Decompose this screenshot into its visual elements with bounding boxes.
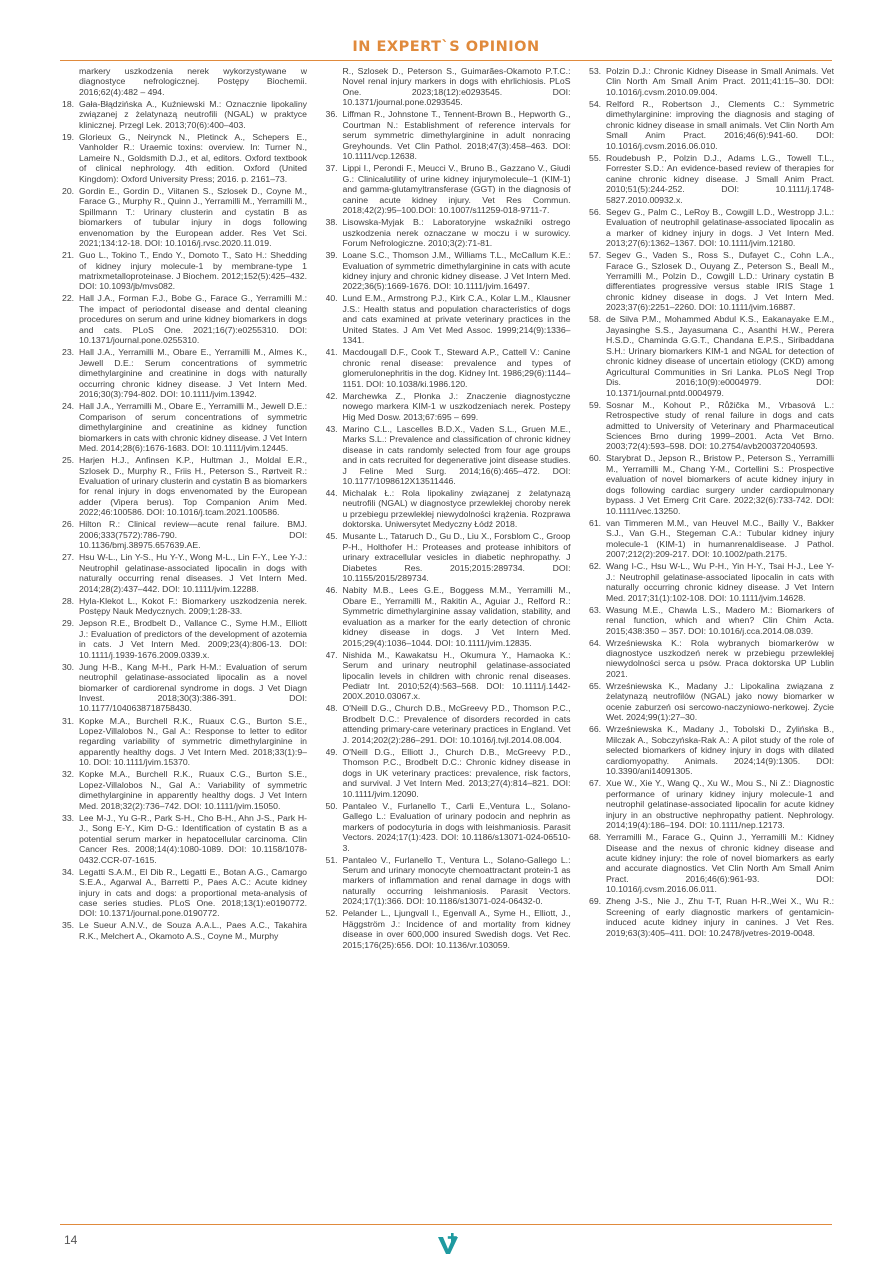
reference-number: 18. [62,98,75,109]
reference-number: 45. [325,531,338,542]
reference-item [589,400,834,452]
reference-text: Lee M-J., Yu G-R., Park S-H., Cho B-H., Ahn J-S., Park H-J., Song E-Y., Kim D-G.: Identification of cystatin B as a potential serum marker in hepatocellular carcinoma. Clin Cancer Res. 2008;14(4):1080-1089. DOI: 10.1158/1078-0432.CCR-07-1615. [79,812,307,865]
reference-text: Jung H-B., Kang M-H., Park H-M.: Evaluation of serum neutrophil gelatinase-associated lipocalin as a novel biomarker of cardiorenal syndrome in dogs. J Vet Diagn Invest. 2018;30(3):386-391. DOI: 10.1177/1040638718758430. [79,661,307,714]
reference-text: Kopke M.A., Burchell R.K., Ruaux C.G., Burton S.E., Lopez-Villalobos N., Gal A.: Response to letter to editor regarding variability of symmetric dimethylarginine in apparently healthy dogs. J Vet Intern Med. 2018;33(1):9–10. DOI: 10.1111/jvim.15370. [79,715,307,768]
section-title: IN EXPERT`S OPINION [352,39,540,55]
reference-item [326,747,571,799]
reference-item [589,605,834,636]
reference-item [326,801,571,853]
reference-text: Wasung M.E., Chawla L.S., Madero M.: Biomarkers of renal function, which and when? Clin Chim Acta. 2015;438:350 – 357. DOI: 10.1016/j.cca.2014.08.039. [606,604,834,636]
reference-item [326,163,571,215]
reference-number: 38. [325,217,338,228]
reference-text: Loane S.C., Thomson J.M., Williams T.L., McCallum K.E.: Evaluation of symmetric dimethylarginine in cats with acute kidney injury and chronic kidney disease. J Vet Intern Med. 2022;36(5):1669-1676. DOI: 10.1111/jvim.16497. [342,250,571,292]
reference-number: 63. [589,604,602,615]
reference-number: 66. [589,724,602,735]
reference-text: de Silva P.M., Mohammed Abdul K.S., Eakanayake E.M., Jayasinghe S.S., Jayasumana C., Asanthi H.W., Perera H.S.D., Chaminda G.G.T., Chandana E.P.S., Siribaddana S.H.: Urinary biomarkers KIM-1 and NGAL for detection of chronic kidney disease of uncertain etiology (CKD) among Agricultural Communities in Sri Lanka. PLoS Negl Trop Dis. 2016;10(9):e0004979. DOI: 10.1371/journal.pntd.0004979. [606,314,834,398]
reference-number: 27. [62,552,75,563]
reference-number: 52. [325,908,338,919]
reference-text: Marchewka Z., Płonka J.: Znaczenie diagnostyczne nowego markera KIM-1 w uszkodzeniach nerek. Postepy Hig Med Dosw. 2013;67:695 – 699. [342,390,571,422]
reference-text: Pantaleo V., Furlanello T., Carli E.,Ventura L., Solano-Gallego L.: Evaluation of urinary podocin and nephrin as markers of podocyturia in dogs with leishmaniosis. Parasit Vectors. 2024;17(1):423. DOI: 10.1186/s13071-024-06510-3. [342,800,571,853]
reference-item [62,716,307,768]
reference-item [326,531,571,583]
reference-text: Relford R., Robertson J., Clements C.: Symmetric dimethylarginine: improving the diagnosis and staging of chronic kidney disease in small animals. Vet Clin North Am Small Anim Pract. 2016;46(6):941-60. DOI: 10.1016/j.cvsm.2016.06.010. [606,98,834,151]
reference-text: Roudebush P., Polzin D.J., Adams L.G., Towell T.L., Forrester S.D.: An evidence-based review of therapies for canine chronic kidney disease. J Small Anim Pract. 2010;51(5):244-252. DOI: 10.1111/j.1748-5827.2010.00932.x. [606,152,834,205]
reference-text: Segev G., Vaden S., Ross S., Dufayet C., Cohn L.A., Farace G., Szlosek D., Ouyang Z., Peterson S., Beall M., Yerramilli M., Polzin D., Cowgill L.D.: Urinary cystatin B differentiates progressive versus stable IRIS Stage 1 chronic kidney disease in dogs. J Vet Intern Med. 2023;37(6):2251–2260. DOI: 10.1111/jvim.16887. [606,250,834,313]
reference-text: Polzin D.J.: Chronic Kidney Disease in Small Animals. Vet Clin North Am Small Anim Pract. 2011;41:15–30. DOI: 10.1016/j.cvsm.2010.09.004. [606,66,834,97]
reference-item [326,703,571,745]
reference-item [62,250,307,292]
reference-item [589,638,834,680]
reference-item [62,596,307,617]
footer-divider [60,1224,832,1225]
reference-number: 60. [589,453,602,464]
reference-text: Hsu W-L., Lin Y-S., Hu Y-Y., Wong M-L., Lin F-Y., Lee Y-J.: Neutrophil gelatinase-associated lipocalin in dogs with naturally occurring renal diseases. J Vet Intern Med. 2014;28(2):437–442. DOI: 10.1111/jvim.12288. [79,552,307,594]
reference-number: 55. [589,152,602,163]
reference-number: 20. [62,185,75,196]
reference-number: 32. [62,769,75,780]
reference-item [589,724,834,776]
page-number: 14 [64,1233,78,1247]
reference-item [589,561,834,603]
reference-number: 50. [325,800,338,811]
reference-number: 19. [62,131,75,142]
reference-text: Nabity M.B., Lees G.E., Boggess M.M., Yerramilli M., Obare E., Yerramilli M., Rakitin A., Aguiar J., Relford R.: Symmetric dimethylarginine assay validation, stability, and evaluation as a marker for the early detection of chronic kidney disease in dogs. J Vet Intern Med. 2015;29(4):1036–1044. DOI: 10.1111/jvim.12835. [342,585,571,648]
reference-item [326,293,571,345]
reference-number: 47. [325,649,338,660]
reference-number: 23. [62,347,75,358]
reference-number: 29. [62,618,75,629]
reference-item [589,778,834,830]
reference-item [62,132,307,184]
reference-text: Nishida M., Kawakatsu H., Okumura Y., Hamaoka K.: Serum and urinary neutrophil gelatinase-associated lipocalin levels in children with chronic renal diseases. Pediatr Int. 2010;52(4):563–568. DOI: 10.1111/j.1442-200X.2010.03067.x. [342,649,571,702]
reference-number: 25. [62,455,75,466]
reference-item [326,424,571,487]
reference-number: 44. [325,488,338,499]
reference-number: 57. [589,250,602,261]
reference-text: Sosnar M., Kohout P., Růžička M., Vrbasová L.: Retrospective study of renal failure in dogs and cats admitted to University of Veterinary and Pharmaceutical Sciences Brno during 1999–2001. Acta Vet Brno. 2003;72(4):593–598. DOI: 10.2754/avb200372040593. [606,399,834,452]
reference-item [326,217,571,248]
reference-text: Gała-Błądzińska A., Kuźniewski M.: Oznacznie lipokaliny związanej z żelatynazą neutrofili (NGAL) w praktyce klinicznej. Przegl Lek. 2013;70(6):400–403. [79,98,307,130]
reference-item [62,552,307,594]
reference-item [62,293,307,345]
reference-number: 59. [589,399,602,410]
reference-text: Guo L., Tokino T., Endo Y., Domoto T., Sato H.: Shedding of kidney injury molecule-1 by membrane-type 1 matrixmetalloproteinase. J Biochem. 2012;152(5):425–432. DOI: 10.1093/jb/mvs082. [79,250,307,292]
reference-text: Lisowska-Myjak B.: Laboratoryjne wskaźniki ostrego uszkodzenia nerek oznaczane w moczu i w surowicy. Forum Nefrologiczne. 2010;3(2):71-81. [342,217,571,249]
reference-item [62,618,307,660]
reference-text: Lippi I., Perondi F., Meucci V., Bruno B., Gazzano V., Giudi G.: Clinicalutility of urine kidney injurymolecule–1 (KIM-1) and gamma-glutamyltransferase (GGT) in the diagnosis of canine acute kidney injury. Vet Res Commun. 2018;42(2):95–100.DOI: 10.1007/s11259-018-9711-7. [342,163,571,216]
reference-text: Hall J.A., Yerramilli M., Obare E., Yerramilli M., Almes K., Jewell D.E.: Serum concentrations of symmetric dimethylarginine and creatinine in dogs with naturally occurring chronic kidney disease. J Vet Intern Med. 2016;30(3):794-802. DOI: 10.1111/jvim.13942. [79,347,307,400]
reference-number: 37. [325,163,338,174]
reference-number: 64. [589,637,602,648]
reference-number: 36. [325,109,338,120]
reference-column-2 [326,66,571,1216]
reference-item [326,488,571,530]
reference-text: Kopke M.A., Burchell R.K., Ruaux C.G., Burton S.E., Lopez-Villalobos N., Gal A.: Variability of symmetric dimethylarginine in apparently healthy dogs. J Vet Intern Med. 2018;32(2):736–742. DOI: 10.1111/jvim.15050. [79,769,307,811]
reference-text: Macdougall D.F., Cook T., Steward A.P., Cattell V.: Canine chronic renal disease: prevalence and types of glomerulonephritis in the dog. Kidney Int. 1986;29(6):1144–1151. DOI: 10.1038/ki.1986.120. [342,347,571,389]
reference-item [589,453,834,516]
reference-item [62,455,307,518]
reference-text: markery uszkodzenia nerek wykorzystywane w diagnostyce nefrologicznej. Postępy Biochemii. 2016;62(4):482 – 494. [79,66,307,97]
reference-number: 61. [589,517,602,528]
reference-text: Xue W., Xie Y., Wang Q., Xu W., Mou S., Ni Z.: Diagnostic performance of urinary kidney injury molecule-1 and neutrophil gelatinase-associated lipocalin for acute kidney injury in an obstructive nephropathy patient. Nephrology. 2014;19(4):186–194. DOI: 10.1111/nep.12173. [606,778,834,831]
reference-number: 24. [62,401,75,412]
reference-number: 35. [62,920,75,931]
reference-item [326,347,571,389]
reference-text: Zheng J-S., Nie J., Zhu T-T, Ruan H-R.,Wei X., Wu R.: Screening of early diagnostic markers of gentamicin-induced acute kidney injury in canines. J Vet Res. 2019;63(3):405–411. DOI: 10.2478/jvetres-2019-0048. [606,896,834,938]
reference-item [326,391,571,422]
reference-number: 31. [62,715,75,726]
reference-item [589,832,834,895]
reference-item [62,66,307,97]
reference-item [589,153,834,205]
reference-item [589,314,834,398]
reference-number: 62. [589,561,602,572]
page-header [60,38,832,61]
reference-item [326,650,571,702]
reference-text: Pantaleo V., Furlanello T., Ventura L., Solano-Gallego L.: Serum and urinary monocyte chemoattractant protein-1 as markers of inflammation and renal damage in dogs with naturally occurring leishmaniosis. Parasit Vectors. 2024;17(1):366. DOI: 10.1186/s13071-024-06432-0. [342,854,571,907]
reference-text: Musante L., Tataruch D., Gu D., Liu X., Forsblom C., Groop P-H., Holthofer H.: Proteases and protease inhibitors of urinary extracellular vesicles in diabetic nephropathy. J Diabetes Res. 2015;2015:289734. DOI: 10.1155/2015/289734. [342,531,571,584]
reference-text: Hall J.A., Yerramilli M., Obare E., Yerramilli M., Jewell D.E.: Comparison of serum concentrations of symmetric dimethylarginine and creatinine as kidney function biomarkers in cats with chronic kidney disease. J Vet Intern Med. 2014;28(6):1676-1683. DOI: 10.1111/jvim.12445. [79,401,307,454]
reference-item [62,99,307,130]
references-columns [62,66,834,1216]
reference-text: Wrześniewska K.: Rola wybranych biomarkerów w diagnostyce uszkodzeń nerek w przebiegu przewlekłej niewydolności serca u psów. Praca doktorska UP Lublin 2021. [606,637,834,679]
reference-number: 39. [325,250,338,261]
reference-item [62,519,307,550]
reference-number: 58. [589,314,602,325]
reference-item [62,662,307,714]
reference-text: Jepson R.E., Brodbelt D., Vallance C., Syme H.M., Elliott J.: Evaluation of predictors of the development of azotemia in cats. J Vet Intern Med. 2009;23(4):806-13. DOI: 10.1111/j.1939-1676.2009.0339.x. [79,618,307,660]
reference-number: 42. [325,390,338,401]
reference-item [62,347,307,399]
reference-text: Lund E.M., Armstrong P.J., Kirk C.A., Kolar L.M., Klausner J.S.: Health status and population characteristics of dogs and cats examined at private veterinary practices in the United States. J Am Vet Med Assoc. 1999;214(9):1336–1341. [342,293,571,346]
reference-item [589,99,834,151]
reference-number: 69. [589,896,602,907]
reference-item [589,681,834,723]
reference-text: Segev G., Palm C., LeRoy B., Cowgill L.D., Westropp J.L.: Evaluation of neutrophil gelatinase-associated lipocalin as a marker of kidney injury in dogs. J Vet Intern Med. 2013;27(6):1362–1367. DOI: 10.1111/jvim.12180. [606,206,834,249]
reference-number: 46. [325,585,338,596]
reference-number: 68. [589,832,602,843]
reference-number: 21. [62,250,75,261]
reference-item [589,66,834,97]
reference-text: Legatti S.A.M., El Dib R., Legatti E., Botan A.G., Camargo S.E.A., Agarwal A., Barretti P., Paes A.C.: Acute kidney injury in cats and dogs: a proportional meta-analysis of case series studies. PLoS One. 2018;13(1):e0190772. DOI: 10.1371/journal.pone.0190772. [79,866,307,919]
reference-number: 33. [62,812,75,823]
reference-text: Hilton R.: Clinical review—acute renal failure. BMJ. 2006;333(7572):786-790. DOI: 10.1136/bmj.38975.657639.AE. [79,519,307,551]
reference-item [589,896,834,938]
reference-column-3 [589,66,834,1216]
reference-item [326,908,571,950]
reference-item [62,920,307,941]
publisher-logo-icon [436,1232,460,1256]
reference-text: Le Sueur A.N.V., de Souza A.A.L., Paes A.C., Takahira R.K., Melchert A., Okamoto A.S., Coyne M., Murphy [79,920,307,941]
reference-number: 34. [62,866,75,877]
reference-item [326,855,571,907]
reference-text: Wang I-C., Hsu W-L., Wu P-H., Yin H-Y., Tsai H-J., Lee Y-J.: Neutrophil gelatinase-associated lipocalin in cats with naturally occurring chronic kidney disease. J Vet Intern Med. 2017;31(1):102-108. DOI: 10.1111/jvim.14628. [606,561,834,603]
reference-text: Hyla-Klekot L., Kokot F.: Biomarkery uszkodzenia nerek. Postępy Nauk Medycznych. 2009;1:28-33. [79,595,307,617]
reference-number: 22. [62,293,75,304]
reference-item [589,518,834,560]
reference-number: 40. [325,293,338,304]
reference-item [326,250,571,292]
reference-item [62,401,307,453]
reference-text: Wrześniewska K., Madany J., Tobolski D., Żylińska B., Milczak A., Sobczyńska-Rak A.: A pilot study of the role of selected biomarkers of kidney injury in dogs with dilated cardiomyopathy. Animals. 2024;14(9):1305. DOI: 10.3390/ani14091305. [606,724,834,777]
reference-text: van Timmeren M.M., van Heuvel M.C., Bailly V., Bakker S.J., Van G.H., Stegeman C.A.: Tubular kidney injury molecule-1 (KIM-1) in humanrenaldisease. J Pathol. 2007;212(2):209-217. DOI: 10.1002/path.2175. [606,517,834,560]
reference-number: 30. [62,661,75,672]
reference-column-1 [62,66,307,1216]
reference-number: 28. [62,595,75,606]
reference-item [62,813,307,865]
reference-item [326,109,571,161]
reference-text: Gordin E., Gordin D., Viitanen S., Szlosek D., Coyne M., Farace G., Murphy R., Quinn J., Yerramilli M., Yerramilli M., Spillmann T.: Urinary clusterin and cystatin B as biomarkers of tubular injury in dogs following envenomation by the European adder. Res Vet Sci. 2021;134:12-18. DOI: 10.1016/j.rvsc.2020.11.019. [79,185,307,249]
reference-item [589,207,834,249]
reference-text: Hall J.A., Forman F.J., Bobe G., Farace G., Yerramilli M.: The impact of periodontal disease and dental cleaning procedures on serum and urine kidney biomarkers in dogs and cats. PLoS One. 2021;16(7):e0255310. DOI: 10.1371/journal.pone.0255310. [79,293,307,346]
reference-number: 41. [325,347,338,358]
reference-text: Wrześniewska K., Madany J.: Lipokalina związana z żelatynazą neutrofilów (NGAL) jako nowy biomarker w ocenie zaburzeń osi sercowo-naczyniowo-nerkowej. Życie Wet. 2024;99(1):27–30. [606,680,834,723]
reference-item [326,585,571,648]
reference-item [326,66,571,108]
reference-number: 51. [325,854,338,865]
reference-number: 48. [325,703,338,714]
reference-text: Harjen H.J., Anfinsen K.P., Hultman J., Moldal E.R., Szlosek D., Murphy R., Friis H., Peterson S., Rørtveit R.: Evaluation of urinary clusterin and cystatin B as biomarkers for renal injury in dogs envenomated by the European adder (Vipera berus). Top Companion Anim Med. 2022;46:100586. DOI: 10.1016/j.tcam.2021.100586. [79,455,307,518]
reference-number: 54. [589,98,602,109]
reference-item [589,250,834,313]
reference-text: Liffman R., Johnstone T., Tennent-Brown B., Hepworth G., Courtman N.: Establishment of reference intervals for serum symmetric dimethylarginine in adult nonracing Greyhounds. Vet Clin Pathol. 2018;47(3):458–463. DOI: 10.1111/vcp.12638. [342,109,571,162]
reference-text: O'Neill D.G., Church D.B., McGreevy P.D., Thomson P.C., Brodbelt D.C.: Prevalence of disorders recorded in cats attending primary-care veterinary practices in England. Vet J. 2014;202(2):286–291. DOI: 10.1016/j.tvjl.2014.08.004. [342,703,571,745]
reference-text: Glorieux G., Neirynck N., Pletinck A., Schepers E., Vanholder R.: Uraemic toxins: overview. In: Turner N., Lameire N., Goldsmith D.J., et al, editors. Oxford textbook of clinical nephrology. 4th edition. Oxford (United Kingdom): Oxford University Press; 2016. p. 2161–73. [79,131,307,184]
reference-text: Pelander L., Ljungvall I., Egenvall A., Syme H., Elliott, J., Häggström J.: Incidence of and mortality from kidney disease in over 600,000 insured Swedish dogs. Vet Rec. 2015;176(25):656. DOI: 10.1136/vr.103059. [342,908,571,950]
reference-number: 53. [589,66,602,76]
reference-text: Marino C.L., Lascelles B.D.X., Vaden S.L., Gruen M.E., Marks S.L.: Prevalence and classification of chronic kidney disease in cats randomly selected from four age groups and in cats recruited for degenerative joint disease studies. J Feline Med Surg. 2014;16(6):465–472. DOI: 10.1177/1098612X13511446. [342,423,571,486]
reference-number: 56. [589,206,602,217]
reference-number: 43. [325,423,338,434]
reference-number: 26. [62,519,75,530]
reference-text: Michalak Ł.: Rola lipokaliny związanej z żelatynazą neutrofili (NGAL) w diagnostyce przewlekłej choroby nerek u przebiegu przewlekłej niewydolności krążenia. Rozprawa doktorska. Uniwersytet Medyczny Łódź 2018. [342,488,571,530]
reference-item [62,186,307,249]
reference-text: Yerramilli M., Farace G., Quinn J., Yerramilli M.: Kidney Disease and the nexus of chronic kidney disease and acute kidney injury: the role of novel biomarkers as early and accurate diagnostics. Vet Clin North Am Small Anim Pract. 2016;46(6):961-93. DOI: 10.1016/j.cvsm.2016.06.011. [606,832,834,895]
reference-number: 49. [325,746,338,757]
reference-text: R., Szlosek D., Peterson S., Guimarães-Okamoto P.T.C.: Novel renal injury markers in dogs with ehrlichiosis. PLoS One. 2023;18(12):e0293545. DOI: 10.1371/journal.pone.0293545. [342,66,571,108]
reference-text: O'Neill D.G., Elliott J., Church D.B., McGreevy P.D., Thomson P.C., Brodbelt D.C.: Chronic kidney disease in dogs in UK veterinary practices: prevalence, risk factors, and survival. J Vet Intern Med. 2013;27(4):814–821. DOI: 10.1111/jvim.12090. [342,746,571,799]
reference-number: 65. [589,680,602,691]
reference-number: 67. [589,778,602,789]
reference-item [62,769,307,811]
reference-item [62,867,307,919]
reference-text: Starybrat D., Jepson R., Bristow P., Peterson S., Yerramilli M., Yerramilli M., Chang Y-M., Cortellini S.: Prospective evaluation of novel biomarkers of acute kidney injury in dogs following cardiac surgery under cardiopulmonary bypass. J Vet Emerg Crit Care. 2022;32(6):733-742. DOI: 10.1111/vec.13250. [606,453,834,516]
